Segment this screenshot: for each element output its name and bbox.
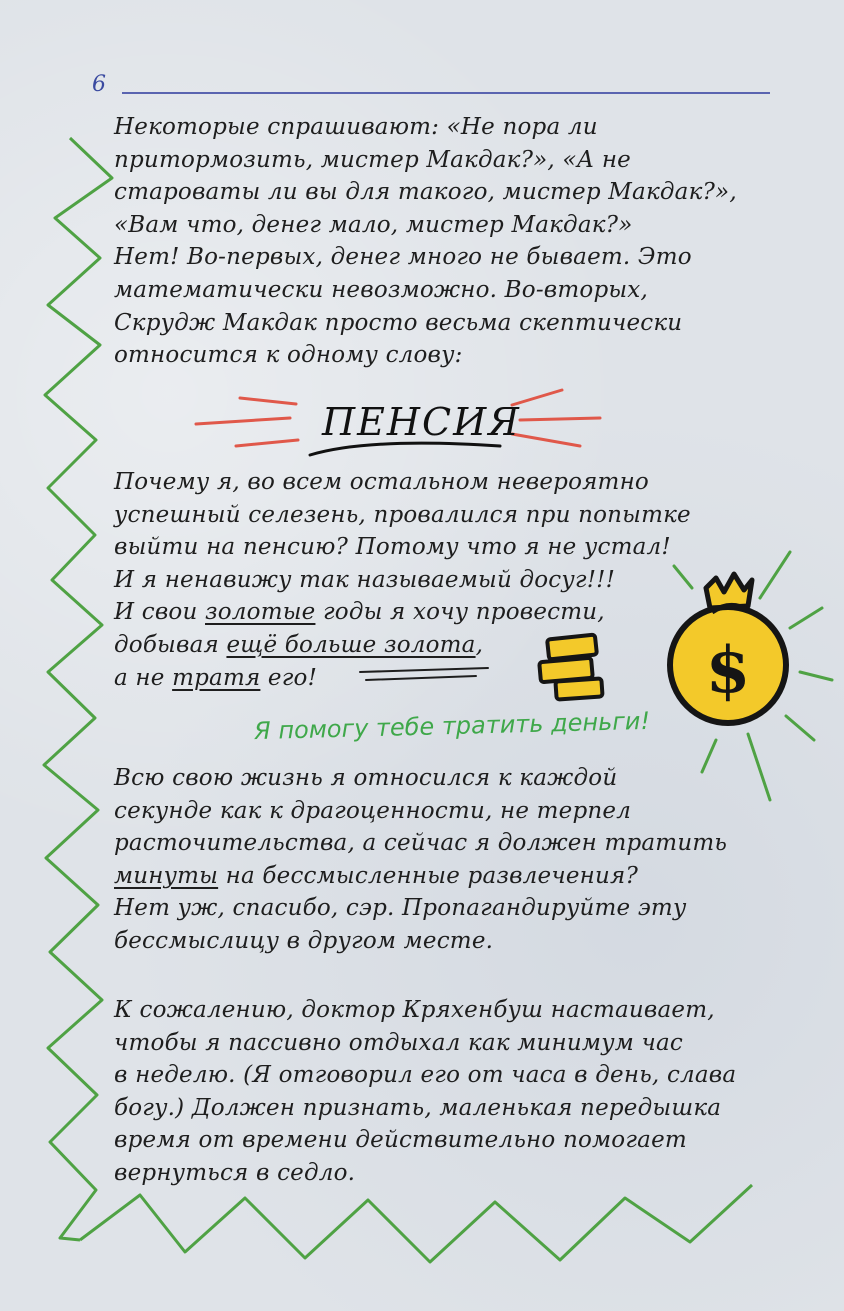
left-zigzag-border [44,138,112,1240]
underlined-word: тратя [172,664,261,691]
paragraph-line: математически невозможно. Во-вторых, [114,276,648,303]
paragraph-line: относится к одному слову: [114,342,463,369]
title-underline [310,443,500,455]
text-segment: его! [260,664,318,691]
paragraph-line: Всю свою жизнь я относился к каждой [114,765,618,791]
margin-note: Я помогу тебе тратить деньги! [253,706,651,746]
underlined-word: минуты [114,862,219,889]
paragraph-line: «Вам что, денег мало, мистер Макдак?» [114,211,633,238]
paragraph-4 [114,994,736,1190]
underlined-word: золотые [205,599,316,626]
paragraph-line: Нет! Во-первых, денег много не бывает. Это [114,244,692,271]
paragraph-line: притормозить, мистер Макдак?», «А не [114,146,631,173]
svg-text:$: $ [705,633,751,708]
paragraph-line [114,629,691,662]
paragraph-line: чтобы я пассивно отдыхал как минимум час [114,1029,684,1056]
underlined-word: ещё больше золота [226,631,476,658]
page-number: 6 [92,72,106,97]
paragraph-line: вернуться в седло. [114,1159,356,1186]
paragraph-line: в неделю. (Я отговорил его от часа в день, слава [114,1062,737,1089]
paragraph-line: бессмыслицу в другом месте. [114,927,494,954]
paragraph-line: богу.) Должен признать, маленькая передышка [114,1094,722,1121]
text-segment: добывая [114,631,227,658]
text-segment: а не [114,664,173,691]
paragraph-3 [114,762,727,958]
paragraph-2 [114,466,691,694]
text-segment: И свои [114,599,206,626]
paragraph-line: Нет уж, спасибо, сэр. Пропагандируйте эту [114,895,687,922]
paragraph-line [114,662,691,695]
paragraph-line: время от времени действительно помогает [114,1127,687,1154]
paragraph-line: староваты ли вы для такого, мистер Макдак?», [114,179,737,206]
paragraph-line: расточительства, а сейчас я должен тратить [114,830,728,857]
paragraph-line: секунде как к драгоценности, не терпел [114,797,632,824]
text-segment: на бессмысленные развлечения? [218,862,638,889]
paragraph-line: успешный селезень, провалился при попытке [114,501,691,528]
paragraph-line [114,596,691,629]
text-segment: , [475,631,484,658]
paragraph-line: К сожалению, доктор Кряхенбуш настаивает, [114,997,715,1023]
text-segment: годы я хочу провести, [315,599,605,626]
paragraph-line: И я ненавижу так называемый досуг!!! [114,566,616,593]
paragraph-line: Скрудж Макдак просто весьма скептически [114,309,683,336]
paragraph-1 [114,111,737,372]
paragraph-line [114,860,727,893]
paragraph-line: выйти на пенсию? Потому что я не устал! [114,534,671,561]
bottom-zigzag-border [80,1185,752,1262]
paragraph-line: Некоторые спрашивают: «Не пора ли [114,114,598,140]
paragraph-line: Почему я, во всем остальном невероятно [114,469,649,495]
title-word-pension: ПЕНСИЯ [322,400,521,444]
